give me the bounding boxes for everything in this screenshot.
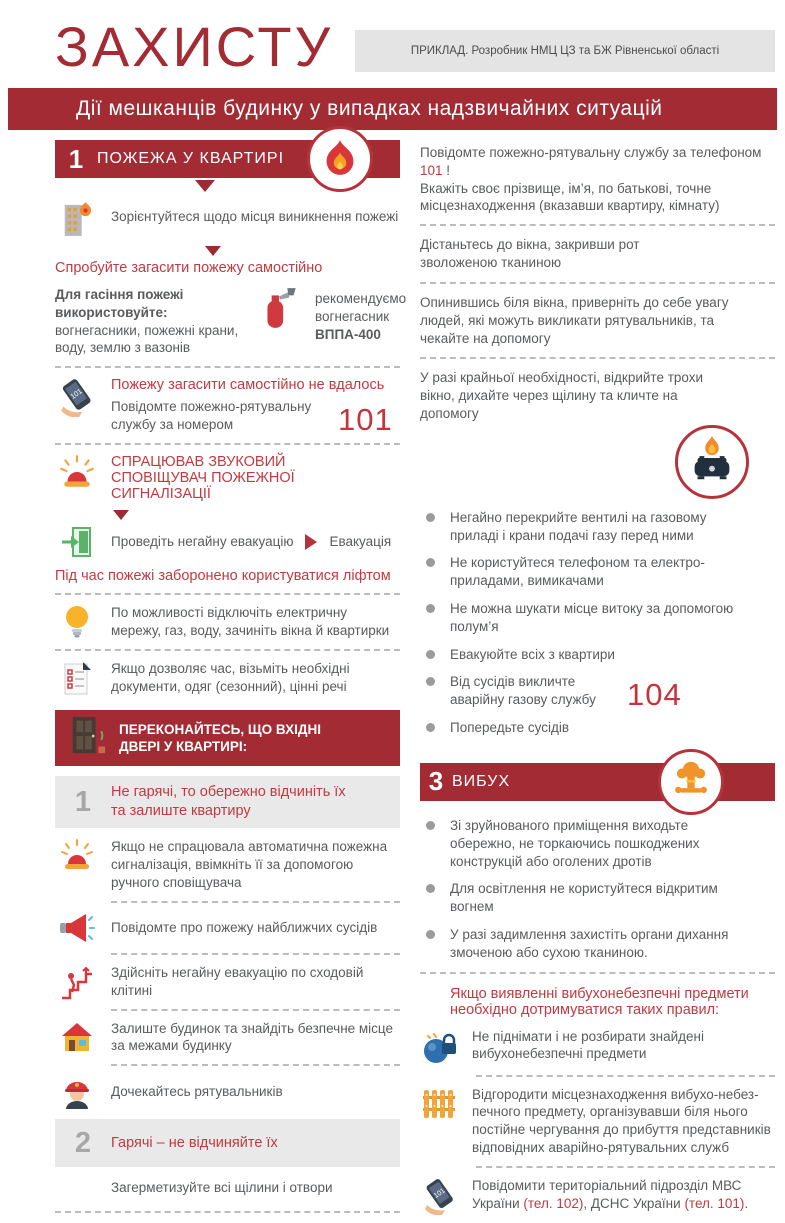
section-title: ПОЖЕЖА У КВАРТИРІ xyxy=(97,150,285,167)
siren-icon xyxy=(55,838,99,872)
divider xyxy=(111,953,400,955)
fire-circle-badge xyxy=(307,126,373,192)
gas-stove-badge xyxy=(420,425,775,499)
take-docs-text: Якщо дозволяє час, візьміть необхідні документи, одяг (сезонний), цінні речі xyxy=(111,660,350,694)
megaphone-icon xyxy=(55,912,99,944)
section-title: ВИБУХ xyxy=(452,772,511,790)
section-number: 1 xyxy=(68,143,84,174)
arrow-down-icon xyxy=(113,510,129,520)
divider xyxy=(420,972,775,974)
door-icon xyxy=(67,715,107,762)
door-check-heading: ПЕРЕКОНАЙТЕСЬ, ЩО ВХІДНІ ДВЕРІ У КВАРТИРІ: xyxy=(119,721,321,755)
main-banner: Дії мешканців будинку у випадках надзвичайних ситуацій xyxy=(8,88,777,130)
bullet-dot xyxy=(426,513,435,522)
list-item xyxy=(55,912,400,944)
divider xyxy=(55,1211,400,1213)
case-2 xyxy=(55,1119,400,1167)
phone-number: (тел. 101) xyxy=(684,1195,745,1211)
crack-window-text: У разі крайньої необхідності, відкрийте трохи вікно, дихайте через щілину та кличте на допомогу xyxy=(420,370,704,421)
divider xyxy=(420,357,775,359)
explosion-bullet: Для освітлення не користуйтеся відкритим вогнем xyxy=(420,880,775,916)
rule-item xyxy=(420,1086,775,1157)
explosion-circle-badge xyxy=(658,749,724,815)
recommend-model: ВППА-400 xyxy=(315,326,381,342)
bullet-dot xyxy=(426,723,435,732)
attract-text: Опинившись біля вікна, приверніть до себе увагу людей, які можуть викликати рятувальників, та чекайте на допомогу xyxy=(420,294,729,346)
explosion-bullet: Зі зруйнованого приміщення виходьте обережно, не торкаючись пошкоджених конструкцій або оголених дротів xyxy=(420,817,775,870)
section-explosion-header xyxy=(420,763,775,801)
case-1 xyxy=(55,776,400,828)
arrow-down-icon xyxy=(205,246,221,256)
divider xyxy=(476,1075,775,1077)
tell-neighbors-text: Повідомте про пожежу найближчих сусідів xyxy=(111,919,378,935)
utilities-text: По можливості відключіть електричну мережу, газ, воду, зачиніть вікна й квартирки xyxy=(111,604,390,638)
rule-no-touch: Не піднімати і не розбирати знайдені вибухонебезпечні предмети xyxy=(472,1028,704,1062)
siren-icon xyxy=(55,454,99,490)
stairs-evacuation-icon xyxy=(55,964,99,1000)
flame-icon xyxy=(323,138,357,181)
bulb-icon xyxy=(55,604,99,640)
leave-text: Залиште будинок та знайдіть безпечне місце за межами будинку xyxy=(111,1020,394,1054)
fail-note: Пожежу загасити самостійно не вдалось xyxy=(111,377,385,394)
case-text: Гарячі – не відчиняйте їх xyxy=(111,1134,278,1151)
source-note: ПРИКЛАД. Розробник НМЦ ЦЗ та БЖ Рівненської області xyxy=(355,30,775,72)
building-fire-icon xyxy=(55,200,99,238)
house-icon xyxy=(55,1020,99,1054)
call-101-block xyxy=(55,377,400,437)
divider xyxy=(55,366,400,368)
found-heading: Якщо виявленні вибухонебезпечні предмети необхідно дотримуватися таких правил: xyxy=(450,985,749,1018)
stairs-text: Здійсніть негайну евакуацію по сходовій клітині xyxy=(111,964,364,998)
bullet-dot xyxy=(426,558,435,567)
phone-number: (тел. 102) xyxy=(523,1195,584,1211)
evacuate-text: Проведіть негайну евакуацію xyxy=(111,533,294,549)
gas-number: 104 xyxy=(627,677,682,713)
wait-text: Дочекайтесь рятувальників xyxy=(111,1084,283,1100)
divider xyxy=(111,1064,400,1066)
divider xyxy=(111,901,400,903)
smoke-call-details: Вкажіть своє прізвище, ім’я, по батькові, точне місцезнаходження (вказавши квартиру, кімнату) xyxy=(420,180,720,214)
step-text: Зорієнтуйтеся щодо місця виникнення пожежі xyxy=(111,209,399,224)
right-column xyxy=(420,140,775,1223)
list-item xyxy=(55,1020,400,1056)
fence-icon xyxy=(420,1086,460,1120)
divider xyxy=(55,443,400,445)
bullet-dot xyxy=(426,884,435,893)
manual-alarm-text: Якщо не спрацювала автоматична пожежна сигналізація, ввімкніть її за допомогою ручного сповіщувача xyxy=(111,839,388,890)
case-number: 1 xyxy=(74,785,92,818)
evacuate-row xyxy=(55,524,400,560)
use-lead: Для гасіння пожежі використовуйте: xyxy=(55,287,184,320)
exit-door-icon xyxy=(55,524,99,560)
phone-call-icon xyxy=(420,1177,460,1215)
left-column xyxy=(55,140,407,1222)
alarm-title: СПРАЦЮВАВ ЗВУКОВИЙ СПОВІЩУВАЧ ПОЖЕЖНОЇ СИГНАЛІЗАЦІЇ xyxy=(111,453,295,502)
list-item xyxy=(55,604,400,640)
gas-bullet: Евакуюйте всіх з квартири xyxy=(420,646,775,664)
evacuation-label: Евакуація xyxy=(329,533,392,549)
divider xyxy=(55,593,400,595)
seal-text: Загерметизуйте всі щілини і отвори xyxy=(111,1180,333,1196)
case-number: 2 xyxy=(74,1126,92,1159)
arrow-right-icon xyxy=(305,534,317,550)
arrow-down-icon xyxy=(195,180,215,192)
list-item xyxy=(55,660,400,696)
no-lift-note: Під час пожежі заборонено користуватися ліфтом xyxy=(55,567,391,584)
list-item xyxy=(55,1075,400,1109)
bullet-dot xyxy=(426,604,435,613)
phone-number: 101 xyxy=(420,162,443,178)
list-item xyxy=(55,838,400,891)
svg-text:101: 101 xyxy=(68,386,84,402)
bullet-dot xyxy=(426,821,435,830)
page-title: ЗАХИСТУ xyxy=(55,15,334,78)
gas-bullet: Не можна шукати місце витоку за допомогою полум’я xyxy=(420,600,775,636)
door-check-banner xyxy=(55,710,400,767)
explosion-bullet: У разі задимлення захистіть органи дихання змоченою або сухою тканиною. xyxy=(420,926,775,962)
gas-stove-icon xyxy=(685,432,739,491)
to-window-text: Дістаньтесь до вікна, закривши рот зволоженою тканиною xyxy=(420,237,640,271)
gas-bullet: Не користуйтеся телефоном та електро-приладами, вимикачами xyxy=(420,554,775,590)
divider xyxy=(420,224,775,226)
divider xyxy=(111,1009,400,1011)
extinguish-block xyxy=(55,286,407,357)
explosion-icon xyxy=(671,759,711,804)
case-text: Не гарячі, то обережно відчиніть їх та залиште квартиру xyxy=(111,784,346,820)
bullet-dot xyxy=(426,677,435,686)
call-label: Повідомте пожежно-рятувальну службу за номером xyxy=(111,399,312,433)
use-items: вогнегасники, пожежні крани, воду, землю з вазонів xyxy=(55,322,239,356)
recommend-text: рекомендуємо вогнегасник xyxy=(315,291,407,324)
bullet-dot xyxy=(426,930,435,939)
try-self-note: Спробуйте загасити пожежу самостійно xyxy=(55,260,323,276)
firefighter-icon xyxy=(55,1075,99,1109)
bomb-lock-icon xyxy=(420,1028,460,1066)
section-number: 3 xyxy=(428,766,444,797)
svg-text:101: 101 xyxy=(432,1187,447,1200)
section-fire-header xyxy=(55,140,400,178)
fire-number: 101 xyxy=(338,401,393,437)
rule-item xyxy=(420,1177,775,1215)
rule-item xyxy=(420,1028,775,1066)
documents-icon xyxy=(55,660,99,696)
rule-report: Повідомити територіальний підрозділ МВС України (тел. 102), ДСНС України (тел. 101). xyxy=(472,1177,749,1211)
gas-call-label: Від сусідів викличте аварійну газову службу xyxy=(450,674,596,708)
alarm-block xyxy=(55,454,400,502)
divider xyxy=(55,649,400,651)
gas-service-bullet xyxy=(420,673,775,713)
divider xyxy=(420,282,775,284)
gas-bullet: Негайно перекрийте вентилі на газовому приладі і крани подачі газу перед ними xyxy=(420,509,775,545)
list-item xyxy=(55,964,400,1000)
phone-call-icon xyxy=(55,377,99,417)
divider xyxy=(476,1166,775,1168)
bullet-dot xyxy=(426,650,435,659)
list-item xyxy=(55,200,400,238)
gas-bullet: Попередьте сусідів xyxy=(420,719,775,737)
rule-fence: Відгородити місцезнаходження вибухо-небез-печного предмету, організувавши біля нього постійне чергування до прибуття представників відповідних аварійно-рятувальних служб xyxy=(472,1086,771,1155)
extinguisher-icon xyxy=(257,286,303,332)
smoke-call-text: Повідомте пожежно-рятувальну службу за телефоном 101 ! xyxy=(420,145,762,178)
